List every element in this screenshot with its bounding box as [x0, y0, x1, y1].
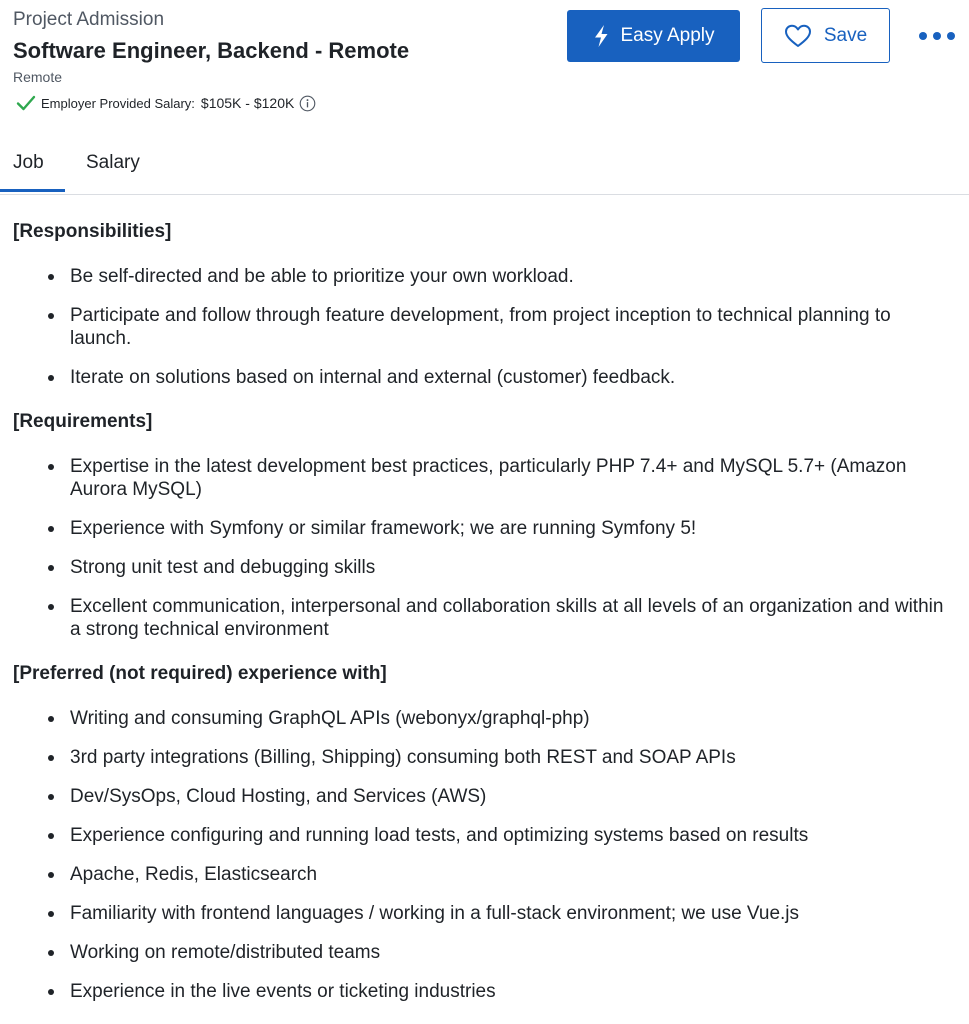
job-title: Software Engineer, Backend - Remote — [13, 38, 410, 63]
checkmark-icon — [16, 94, 36, 112]
salary-row — [16, 94, 316, 112]
section-heading-preferred: [Preferred (not required) experience with] — [13, 663, 387, 684]
info-icon[interactable] — [299, 95, 316, 112]
requirements-list — [13, 455, 953, 641]
more-options-button[interactable] — [914, 24, 960, 48]
list-item: 3rd party integrations (Billing, Shipping) consuming both REST and SOAP APIs — [13, 746, 953, 769]
list-item: Experience in the live events or ticketing industries — [13, 980, 953, 1003]
responsibilities-list — [13, 265, 953, 389]
company-name[interactable]: Project Admission — [13, 9, 165, 30]
list-item: Be self-directed and be able to prioritize your own workload. — [13, 265, 953, 288]
save-label: Save — [823, 24, 868, 46]
list-item: Apache, Redis, Elasticsearch — [13, 863, 953, 886]
list-item: Familiarity with frontend languages / working in a full-stack environment; we use Vue.js — [13, 902, 953, 925]
list-item: Experience configuring and running load tests, and optimizing systems based on results — [13, 824, 953, 847]
job-header — [0, 0, 969, 130]
list-item: Excellent communication, interpersonal and collaboration skills at all levels of an organization and within a strong technical environment — [13, 595, 953, 641]
list-item: Working on remote/distributed teams — [13, 941, 953, 964]
list-item: Strong unit test and debugging skills — [13, 556, 953, 579]
section-heading-responsibilities: [Responsibilities] — [13, 221, 172, 242]
salary-label: Employer Provided Salary: — [41, 95, 195, 111]
list-item: Expertise in the latest development best practices, particularly PHP 7.4+ and MySQL 5.7+ (Amazon Aurora MySQL) — [13, 455, 953, 501]
salary-value: $105K - $120K — [200, 95, 295, 111]
preferred-list — [13, 707, 953, 1003]
tab-job[interactable]: Job — [13, 152, 44, 173]
heart-icon — [784, 24, 812, 48]
easy-apply-label: Easy Apply — [620, 25, 715, 46]
easy-apply-button[interactable] — [567, 10, 740, 62]
tab-salary[interactable]: Salary — [86, 152, 140, 173]
active-tab-indicator — [0, 189, 65, 192]
job-description — [13, 207, 953, 1003]
save-button[interactable] — [761, 8, 890, 63]
list-item: Iterate on solutions based on internal and external (customer) feedback. — [13, 366, 953, 389]
list-item: Participate and follow through feature development, from project inception to technical planning to launch. — [13, 304, 953, 350]
tab-bar — [0, 140, 969, 195]
job-location: Remote — [13, 69, 63, 85]
lightning-icon — [593, 24, 609, 48]
list-item: Dev/SysOps, Cloud Hosting, and Services (AWS) — [13, 785, 953, 808]
section-heading-requirements: [Requirements] — [13, 411, 153, 432]
list-item: Experience with Symfony or similar framework; we are running Symfony 5! — [13, 517, 953, 540]
list-item: Writing and consuming GraphQL APIs (webonyx/graphql-php) — [13, 707, 953, 730]
more-dots-icon — [917, 31, 957, 41]
